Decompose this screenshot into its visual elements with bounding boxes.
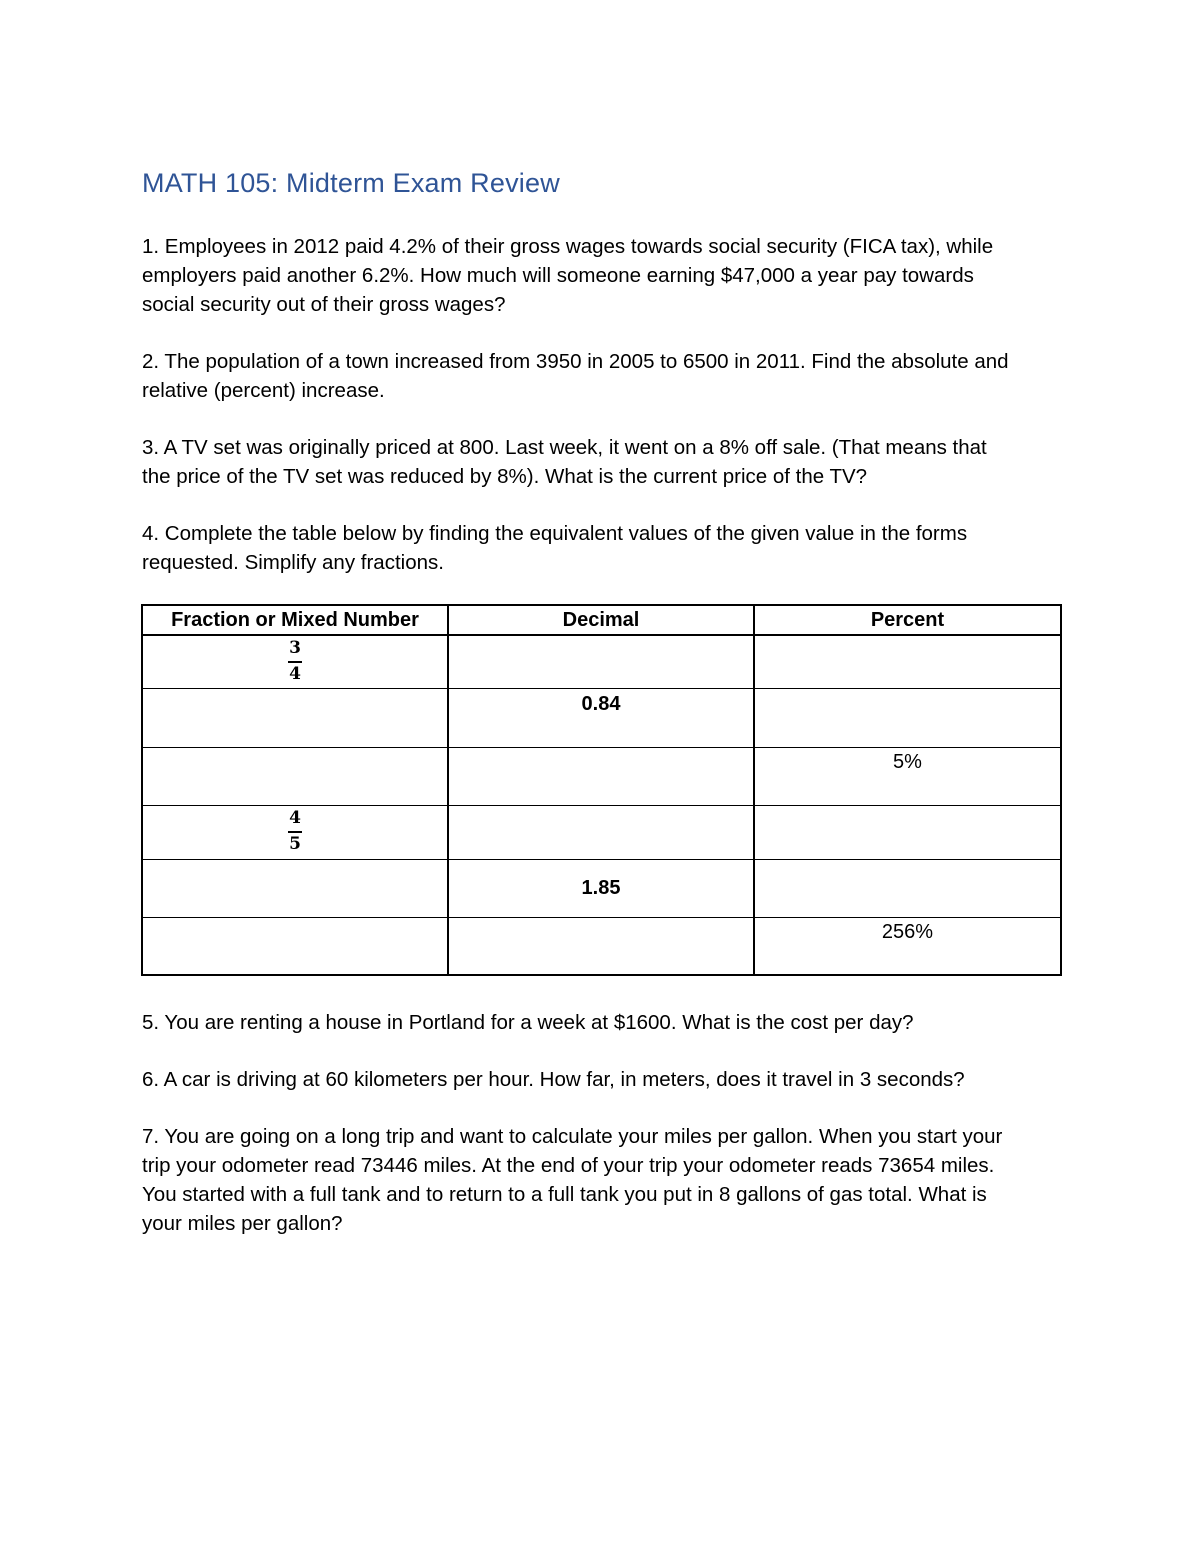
percent-cell[interactable] xyxy=(754,688,1061,747)
decimal-cell[interactable] xyxy=(448,747,754,805)
decimal-cell[interactable] xyxy=(448,917,754,975)
fraction-cell[interactable] xyxy=(142,688,448,747)
page-title: MATH 105: Midterm Exam Review xyxy=(142,168,560,198)
question-line: 6. A car is driving at 60 kilometers per hour. How far, in meters, does it travel in 3 seconds? xyxy=(142,1068,965,1091)
fraction-cell[interactable] xyxy=(142,859,448,917)
question-4 xyxy=(142,519,1072,577)
table-row xyxy=(142,688,1061,747)
fraction-cell[interactable] xyxy=(142,747,448,805)
table-row xyxy=(142,805,1061,859)
decimal-cell[interactable] xyxy=(448,635,754,688)
question-7 xyxy=(142,1122,1072,1238)
question-line: 7. You are going on a long trip and want to calculate your miles per gallon. When you start your xyxy=(142,1125,1003,1148)
question-line: employers paid another 6.2%. How much will someone earning $47,000 a year pay towards xyxy=(142,264,974,287)
fraction-cell xyxy=(142,635,448,688)
percent-cell[interactable] xyxy=(754,859,1061,917)
fraction xyxy=(288,807,302,854)
question-1 xyxy=(142,232,1072,319)
question-line: You started with a full tank and to return to a full tank you put in 8 gallons of gas total. What is xyxy=(142,1183,987,1206)
numerator: 4 xyxy=(289,807,301,828)
table-row xyxy=(142,747,1061,805)
table-row xyxy=(142,917,1061,975)
question-line: relative (percent) increase. xyxy=(142,379,385,402)
question-line: 5. You are renting a house in Portland for a week at $1600. What is the cost per day? xyxy=(142,1011,914,1034)
fraction-cell xyxy=(142,805,448,859)
table-header-row xyxy=(142,605,1061,635)
question-line: requested. Simplify any fractions. xyxy=(142,551,444,574)
header-decimal: Decimal xyxy=(448,605,754,635)
percent-cell[interactable] xyxy=(754,635,1061,688)
question-line: 4. Complete the table below by finding the equivalent values of the given value in the forms xyxy=(142,522,968,545)
fraction xyxy=(288,640,302,683)
percent-cell: 256% xyxy=(754,917,1061,975)
percent-cell[interactable] xyxy=(754,805,1061,859)
question-line: 2. The population of a town increased from 3950 in 2005 to 6500 in 2011. Find the absolute and xyxy=(142,350,1009,373)
percent-cell: 5% xyxy=(754,747,1061,805)
decimal-cell[interactable] xyxy=(448,805,754,859)
conversion-table xyxy=(141,604,1062,976)
numerator: 3 xyxy=(289,638,301,658)
header-fraction: Fraction or Mixed Number xyxy=(142,605,448,635)
question-line: trip your odometer read 73446 miles. At the end of your trip your odometer reads 73654 miles. xyxy=(142,1154,995,1177)
question-3 xyxy=(142,433,1072,491)
question-line: the price of the TV set was reduced by 8%). What is the current price of the TV? xyxy=(142,465,868,488)
fraction-cell[interactable] xyxy=(142,917,448,975)
decimal-cell: 0.84 xyxy=(448,688,754,747)
header-percent: Percent xyxy=(754,605,1061,635)
question-line: social security out of their gross wages? xyxy=(142,293,506,316)
question-line: 3. A TV set was originally priced at 800. Last week, it went on a 8% off sale. (That means that xyxy=(142,436,987,459)
fraction-bar xyxy=(288,831,302,833)
question-line: 1. Employees in 2012 paid 4.2% of their gross wages towards social security (FICA tax), while xyxy=(142,235,994,258)
fraction-bar xyxy=(288,661,302,663)
denominator: 5 xyxy=(289,833,301,854)
question-2 xyxy=(142,347,1072,405)
denominator: 4 xyxy=(289,664,301,684)
question-6 xyxy=(142,1065,1072,1094)
table-row xyxy=(142,859,1061,917)
decimal-cell: 1.85 xyxy=(448,859,754,917)
table-row xyxy=(142,635,1061,688)
question-5 xyxy=(142,1008,1072,1037)
question-line: your miles per gallon? xyxy=(142,1212,343,1235)
